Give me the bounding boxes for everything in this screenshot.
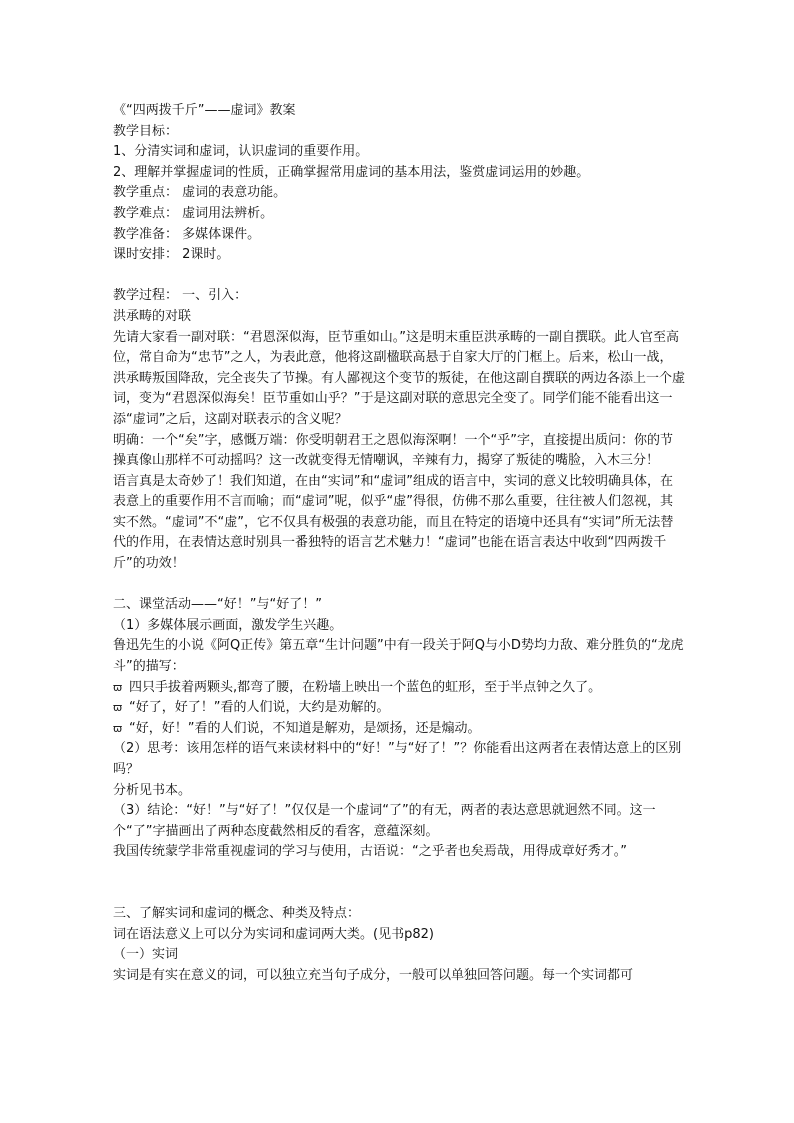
- schedule: 课时安排： 2课时。: [113, 247, 230, 263]
- spacer: [113, 863, 685, 904]
- intro-paragraph-1: 先请大家看一副对联：“君恩深似海，臣节重如山。”这是明末重臣洪承畴的一副自撰联。此人官至高位，常自命为“忠节”之人，为表此意，他将这副楹联高悬于自家大厅的门框上。后来，松山一战，洪承畴叛国降敌，完全丧失了节操。有人鄙视这个变节的叛徒，在他这副自撰联的两边各添上一个虚词，变为“君恩深似海矣！臣节重如山乎？”于是这副对联的意思完全变了。同学们能不能看出这一添“虚词”之后，这副对联表示的含义呢？: [113, 329, 686, 427]
- doc-title: 《“四两拨千斤”——虚词》教案: [113, 103, 296, 118]
- list-item: [113, 719, 685, 740]
- intro-subtitle: 洪承畴的对联: [113, 308, 192, 324]
- spacer: [113, 575, 685, 596]
- document-page: [113, 101, 685, 986]
- list-item-text: 四只手拔着两颗头,都弯了腰，在粉墙上映出一个蓝色的虹形，至于半点钟之久了。: [129, 679, 602, 695]
- activity-1: （1）多媒体展示画面，激发学生兴趣。: [113, 617, 343, 633]
- goals-heading: 教学目标：: [113, 123, 179, 139]
- activity-1-paragraph: 鲁迅先生的小说《阿Q正传》第五章“生计问题”中有一段关于阿Q与小D势均力敌、难分胜负的“龙虎斗”的描写：: [113, 638, 684, 675]
- process-heading: 教学过程： 一、引入：: [113, 288, 248, 304]
- section-2-heading: 二、课堂活动——“好！”与“好了！”: [113, 597, 322, 613]
- list-item: [113, 678, 685, 699]
- analysis: 分析见书本。: [113, 782, 192, 798]
- activity-3: （3）结论：“好！”与“好了！”仅仅是一个虚词“了”的有无，两者的表达意思就迥然不同。这一个“了”字描画出了两种态度截然相反的看客，意蕴深刻。: [113, 803, 656, 839]
- preparation: 教学准备： 多媒体课件。: [113, 226, 261, 242]
- intro-paragraph-2: 明确：一个“矣”字，感慨万端：你受明朝君王之恩似海深啊！一个“乎”字，直接提出质问：你的节操真像山那样不可动摇吗？这一改就变得无情嘲讽，辛辣有力，揭穿了叛徒的嘴脸，入木三分！: [113, 432, 673, 469]
- goal-2: 2、理解并掌握虚词的性质，正确掌握常用虚词的基本用法，鉴赏虚词运用的妙趣。: [113, 164, 590, 180]
- intro-paragraph-3: 语言真是太奇妙了！我们知道，在由“实词”和“虚词”组成的语言中，实词的意义比较明确具体，在表意上的重要作用不言而喻；而“虚词”呢，似乎“虚”得很，仿佛不那么重要，往往被人们忽视，其实不然。“虚词”不“虚”，它不仅具有极强的表意功能，而且在特定的语境中还具有“实词”所无法替代的作用，在表情达意时别具一番独特的语言艺术魅力！“虚词”也能在语言表达中收到“四两拨千斤”的功效！: [113, 473, 674, 572]
- bullet-icon: ϖ: [113, 701, 123, 715]
- bullet-icon: ϖ: [113, 680, 123, 694]
- spacer: [113, 266, 685, 287]
- tradition-quote: 我国传统蒙学非常重视虚词的学习与使用，古语说：“之乎者也矣焉哉，用得成章好秀才。”: [113, 844, 627, 860]
- bullet-icon: ϖ: [113, 721, 123, 735]
- section-3-heading: 三、了解实词和虚词的概念、种类及特点：: [113, 905, 361, 921]
- shici-paragraph: 实词是有实在意义的词，可以独立充当句子成分，一般可以单独回答问题。每一个实词都可: [113, 967, 634, 983]
- list-item-text: “好，好！”看的人们说，不知道是解劝，是颂扬，还是煽动。: [129, 720, 481, 736]
- difficulty: 教学难点： 虚词用法辨析。: [113, 205, 274, 221]
- section-3-line: 词在语法意义上可以分为实词和虚词两大类。(见书p82): [113, 926, 434, 942]
- list-item: [113, 698, 685, 719]
- list-item-text: “好了，好了！”看的人们说，大约是劝解的。: [129, 700, 390, 716]
- activity-2: （2）思考：该用怎样的语气来读材料中的“好！”与“好了！”？你能看出这两者在表情达意上的区别吗？: [113, 741, 682, 777]
- key-point: 教学重点： 虚词的表意功能。: [113, 185, 287, 201]
- goal-1: 1、分清实词和虚词，认识虚词的重要作用。: [113, 144, 369, 160]
- sub-heading-shici: （一）实词: [113, 947, 179, 963]
